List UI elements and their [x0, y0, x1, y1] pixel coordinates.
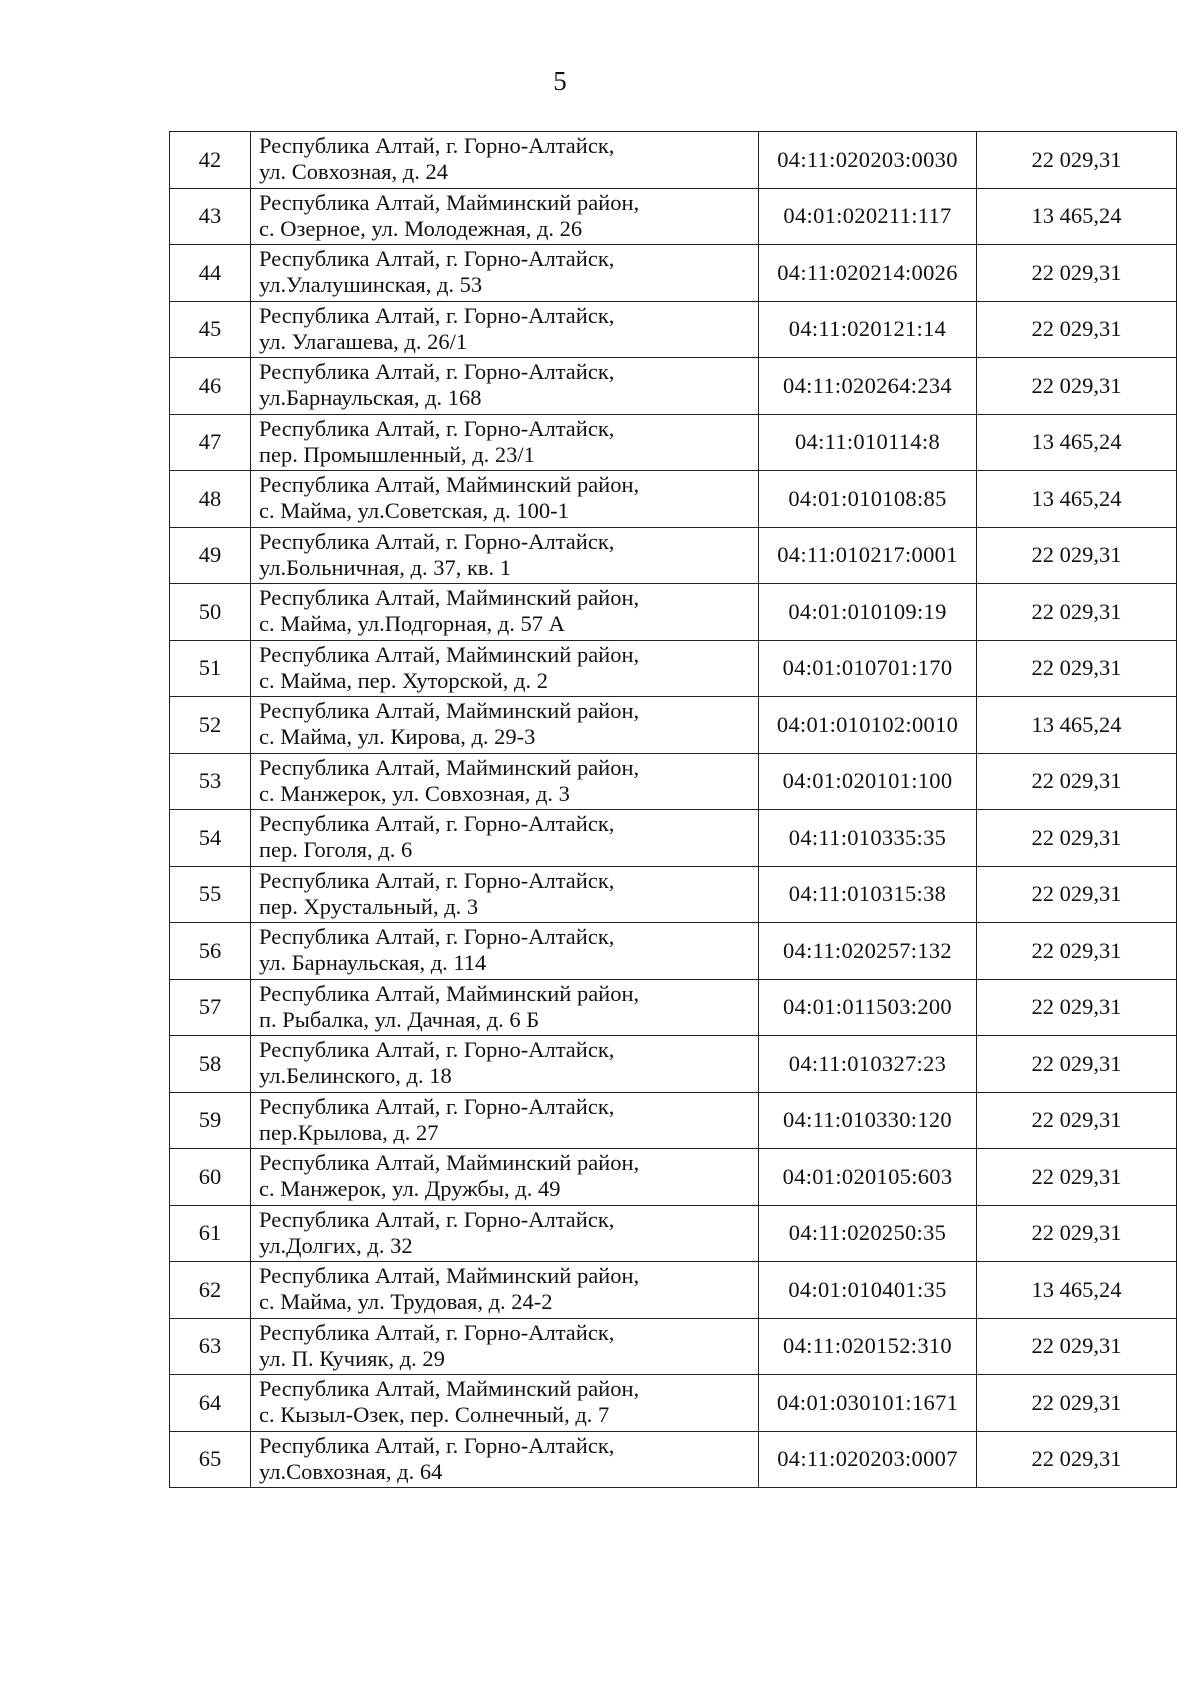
cadastral-number-cell: 04:11:020264:234	[759, 358, 977, 415]
address-line: с. Майма, ул.Подгорная, д. 57 А	[259, 611, 565, 637]
address-line: Республика Алтай, г. Горно-Алтайск,	[259, 924, 615, 950]
address-line: Республика Алтай, г. Горно-Алтайск,	[259, 415, 615, 441]
row-number-cell: 57	[170, 979, 251, 1036]
address-line: Республика Алтай, г. Горно-Алтайск,	[259, 1319, 615, 1345]
cadastral-number-cell: 04:11:010330:120	[759, 1092, 977, 1149]
address-cell	[251, 245, 759, 302]
cadastral-number-cell: 04:01:030101:1671	[759, 1375, 977, 1432]
address-cell	[251, 414, 759, 471]
table-row	[170, 245, 1177, 302]
address-line: с. Майма, пер. Хуторской, д. 2	[259, 667, 548, 693]
table-row	[170, 527, 1177, 584]
value-cell: 22 029,31	[977, 1092, 1177, 1149]
row-number-cell: 50	[170, 584, 251, 641]
address-line: ул.Долгих, д. 32	[259, 1232, 413, 1258]
value-cell: 13 465,24	[977, 188, 1177, 245]
table-row	[170, 358, 1177, 415]
address-line: ул.Совхозная, д. 64	[259, 1458, 443, 1484]
cadastral-number-cell: 04:01:010109:19	[759, 584, 977, 641]
cadastral-number-cell: 04:11:020214:0026	[759, 245, 977, 302]
address-line: Республика Алтай, г. Горно-Алтайск,	[259, 1093, 615, 1119]
row-number-cell: 63	[170, 1318, 251, 1375]
address-line: с. Манжерок, ул. Совхозная, д. 3	[259, 780, 570, 806]
address-cell	[251, 188, 759, 245]
table-row	[170, 979, 1177, 1036]
address-cell	[251, 697, 759, 754]
row-number-cell: 52	[170, 697, 251, 754]
cadastral-number-cell: 04:11:020257:132	[759, 923, 977, 980]
table-row	[170, 1318, 1177, 1375]
address-line: Республика Алтай, Майминский район,	[259, 472, 640, 498]
value-cell: 22 029,31	[977, 810, 1177, 867]
address-line: пер.Крылова, д. 27	[259, 1119, 439, 1145]
table-row	[170, 923, 1177, 980]
address-cell	[251, 923, 759, 980]
table-row	[170, 866, 1177, 923]
table-body	[170, 132, 1177, 1488]
address-line: Республика Алтай, Майминский район,	[259, 641, 640, 667]
row-number-cell: 58	[170, 1036, 251, 1093]
cadastral-number-cell: 04:01:020101:100	[759, 753, 977, 810]
address-cell	[251, 640, 759, 697]
address-cell	[251, 866, 759, 923]
row-number-cell: 60	[170, 1149, 251, 1206]
table-row	[170, 1149, 1177, 1206]
address-cell	[251, 584, 759, 641]
table-row	[170, 132, 1177, 189]
address-line: Республика Алтай, Майминский район,	[259, 1376, 640, 1402]
address-line: Республика Алтай, Майминский район,	[259, 698, 640, 724]
cadastral-number-cell: 04:11:020203:0030	[759, 132, 977, 189]
row-number-cell: 44	[170, 245, 251, 302]
address-line: Республика Алтай, Майминский район,	[259, 754, 640, 780]
address-line: Республика Алтай, г. Горно-Алтайск,	[259, 1432, 615, 1458]
address-line: с. Майма, ул.Советская, д. 100-1	[259, 498, 569, 524]
address-line: Республика Алтай, г. Горно-Алтайск,	[259, 246, 615, 272]
value-cell: 13 465,24	[977, 697, 1177, 754]
address-line: п. Рыбалка, ул. Дачная, д. 6 Б	[259, 1006, 540, 1032]
cadastral-number-cell: 04:01:010701:170	[759, 640, 977, 697]
address-line: пер. Гоголя, д. 6	[259, 837, 413, 863]
value-cell: 13 465,24	[977, 1262, 1177, 1319]
cadastral-number-cell: 04:01:020211:117	[759, 188, 977, 245]
address-line: ул. П. Кучияк, д. 29	[259, 1345, 445, 1371]
value-cell: 22 029,31	[977, 527, 1177, 584]
address-cell	[251, 1262, 759, 1319]
address-line: Республика Алтай, Майминский район,	[259, 189, 640, 215]
table-row	[170, 471, 1177, 528]
cadastral-number-cell: 04:11:020152:310	[759, 1318, 977, 1375]
row-number-cell: 53	[170, 753, 251, 810]
property-table	[169, 131, 1177, 1488]
address-line: пер. Промышленный, д. 23/1	[259, 441, 535, 467]
page-number: 5	[553, 66, 567, 96]
address-line: Республика Алтай, Майминский район,	[259, 585, 640, 611]
row-number-cell: 42	[170, 132, 251, 189]
address-cell	[251, 471, 759, 528]
cadastral-number-cell: 04:01:010108:85	[759, 471, 977, 528]
cadastral-number-cell: 04:01:010102:0010	[759, 697, 977, 754]
row-number-cell: 55	[170, 866, 251, 923]
address-line: Республика Алтай, г. Горно-Алтайск,	[259, 302, 615, 328]
address-cell	[251, 1431, 759, 1488]
address-cell	[251, 1036, 759, 1093]
table-row	[170, 1262, 1177, 1319]
cadastral-number-cell: 04:11:020250:35	[759, 1205, 977, 1262]
table-row	[170, 640, 1177, 697]
row-number-cell: 54	[170, 810, 251, 867]
cadastral-number-cell: 04:01:020105:603	[759, 1149, 977, 1206]
row-number-cell: 46	[170, 358, 251, 415]
row-number-cell: 51	[170, 640, 251, 697]
value-cell: 13 465,24	[977, 471, 1177, 528]
address-line: Республика Алтай, Майминский район,	[259, 1263, 640, 1289]
address-line: ул.Белинского, д. 18	[259, 1063, 452, 1089]
cadastral-number-cell: 04:11:010217:0001	[759, 527, 977, 584]
table-row	[170, 1431, 1177, 1488]
row-number-cell: 48	[170, 471, 251, 528]
address-line: с. Кызыл-Озек, пер. Солнечный, д. 7	[259, 1402, 610, 1428]
address-cell	[251, 1205, 759, 1262]
cadastral-number-cell: 04:11:020121:14	[759, 301, 977, 358]
value-cell: 22 029,31	[977, 1205, 1177, 1262]
address-line: Республика Алтай, г. Горно-Алтайск,	[259, 133, 615, 159]
address-cell	[251, 753, 759, 810]
table-row	[170, 697, 1177, 754]
address-cell	[251, 358, 759, 415]
address-line: с. Майма, ул. Трудовая, д. 24-2	[259, 1289, 553, 1315]
address-line: Республика Алтай, г. Горно-Алтайск,	[259, 528, 615, 554]
address-line: Республика Алтай, г. Горно-Алтайск,	[259, 1037, 615, 1063]
row-number-cell: 62	[170, 1262, 251, 1319]
address-line: ул.Улалушинская, д. 53	[259, 272, 483, 298]
value-cell: 22 029,31	[977, 1036, 1177, 1093]
value-cell: 13 465,24	[977, 414, 1177, 471]
address-line: Республика Алтай, Майминский район,	[259, 1150, 640, 1176]
row-number-cell: 49	[170, 527, 251, 584]
address-line: пер. Хрустальный, д. 3	[259, 893, 479, 919]
address-line: с. Майма, ул. Кирова, д. 29-3	[259, 724, 536, 750]
row-number-cell: 59	[170, 1092, 251, 1149]
row-number-cell: 64	[170, 1375, 251, 1432]
table-row	[170, 301, 1177, 358]
address-line: с. Манжерок, ул. Дружбы, д. 49	[259, 1176, 561, 1202]
value-cell: 22 029,31	[977, 1375, 1177, 1432]
table-row	[170, 188, 1177, 245]
address-line: с. Озерное, ул. Молодежная, д. 26	[259, 215, 583, 241]
address-line: Республика Алтай, Майминский район,	[259, 980, 640, 1006]
row-number-cell: 47	[170, 414, 251, 471]
address-line: ул.Барнаульская, д. 168	[259, 385, 482, 411]
table-row	[170, 810, 1177, 867]
cadastral-number-cell: 04:11:020203:0007	[759, 1431, 977, 1488]
address-line: ул. Совхозная, д. 24	[259, 159, 448, 185]
address-line: ул. Улагашева, д. 26/1	[259, 328, 468, 354]
value-cell: 22 029,31	[977, 866, 1177, 923]
cadastral-number-cell: 04:01:010401:35	[759, 1262, 977, 1319]
address-line: ул. Барнаульская, д. 114	[259, 950, 487, 976]
table-row	[170, 1205, 1177, 1262]
value-cell: 22 029,31	[977, 584, 1177, 641]
address-line: ул.Больничная, д. 37, кв. 1	[259, 554, 512, 580]
cadastral-number-cell: 04:11:010315:38	[759, 866, 977, 923]
address-cell	[251, 132, 759, 189]
address-line: Республика Алтай, г. Горно-Алтайск,	[259, 811, 615, 837]
row-number-cell: 45	[170, 301, 251, 358]
value-cell: 22 029,31	[977, 358, 1177, 415]
table-row	[170, 1092, 1177, 1149]
address-line: Республика Алтай, г. Горно-Алтайск,	[259, 359, 615, 385]
value-cell: 22 029,31	[977, 1318, 1177, 1375]
cadastral-number-cell: 04:01:011503:200	[759, 979, 977, 1036]
value-cell: 22 029,31	[977, 245, 1177, 302]
table-row	[170, 1036, 1177, 1093]
cadastral-number-cell: 04:11:010327:23	[759, 1036, 977, 1093]
value-cell: 22 029,31	[977, 979, 1177, 1036]
row-number-cell: 65	[170, 1431, 251, 1488]
row-number-cell: 43	[170, 188, 251, 245]
address-cell	[251, 527, 759, 584]
row-number-cell: 61	[170, 1205, 251, 1262]
address-cell	[251, 1375, 759, 1432]
address-cell	[251, 1149, 759, 1206]
address-cell	[251, 810, 759, 867]
address-line: Республика Алтай, г. Горно-Алтайск,	[259, 867, 615, 893]
table-row	[170, 414, 1177, 471]
table-row	[170, 753, 1177, 810]
value-cell: 22 029,31	[977, 640, 1177, 697]
table-row	[170, 584, 1177, 641]
address-cell	[251, 301, 759, 358]
cadastral-number-cell: 04:11:010335:35	[759, 810, 977, 867]
value-cell: 22 029,31	[977, 301, 1177, 358]
value-cell: 22 029,31	[977, 753, 1177, 810]
value-cell: 22 029,31	[977, 923, 1177, 980]
table-row	[170, 1375, 1177, 1432]
value-cell: 22 029,31	[977, 1431, 1177, 1488]
address-line: Республика Алтай, г. Горно-Алтайск,	[259, 1206, 615, 1232]
row-number-cell: 56	[170, 923, 251, 980]
value-cell: 22 029,31	[977, 132, 1177, 189]
address-cell	[251, 979, 759, 1036]
value-cell: 22 029,31	[977, 1149, 1177, 1206]
address-cell	[251, 1092, 759, 1149]
address-cell	[251, 1318, 759, 1375]
cadastral-number-cell: 04:11:010114:8	[759, 414, 977, 471]
